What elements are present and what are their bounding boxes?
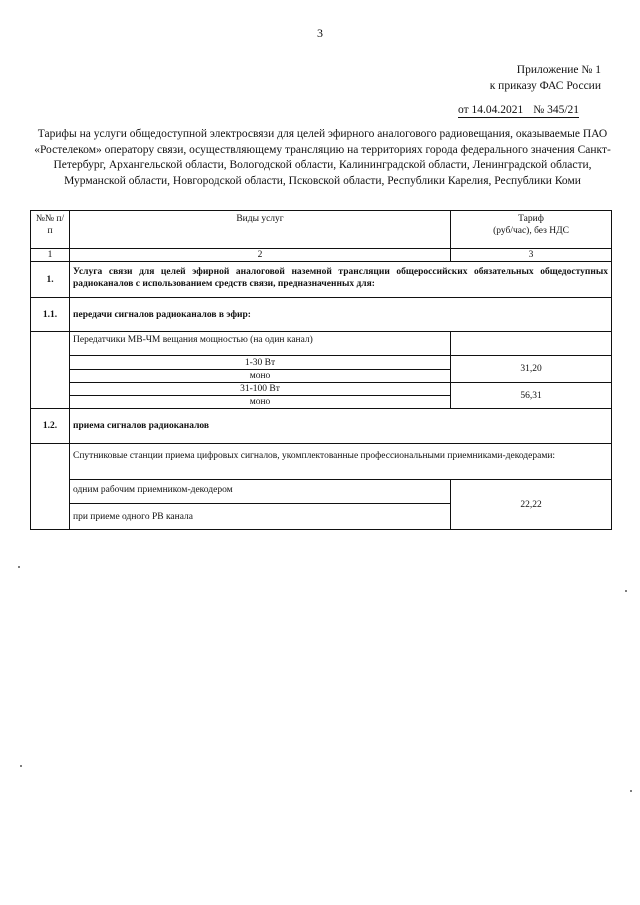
power-1-tariff: 31,20 — [451, 356, 612, 383]
appendix-line-2: к приказу ФАС России — [489, 80, 601, 92]
table-header-row — [31, 211, 612, 249]
power-1-range: 1-30 Вт — [70, 356, 451, 370]
order-reference — [458, 104, 579, 118]
header-tariff-line1: Тариф — [518, 214, 544, 224]
row-channel-text: при приеме одного РВ канала — [70, 504, 451, 530]
row-section-1-num: 1. — [31, 262, 70, 298]
row-satellite — [31, 444, 612, 480]
row-section-1-2 — [31, 409, 612, 444]
row-transmitters — [31, 332, 612, 356]
power-2-mode: моно — [70, 396, 451, 409]
row-section-1-1-num: 1.1. — [31, 298, 70, 332]
row-transmitters-tariff — [451, 332, 612, 356]
row-section-1-text: Услуга связи для целей эфирной аналоговой наземной трансляции общероссийских обязательных общедоступных радиоканалов с использованием средств связи, предназначенных для: — [70, 262, 612, 298]
header-num: №№ п/п — [31, 211, 70, 249]
col-number-3: 3 — [451, 249, 612, 262]
row-transmitters-text: Передатчики МВ-ЧМ вещания мощностью (на один канал) — [70, 332, 451, 356]
row-receiver-text: одним рабочим приемником-декодером — [70, 480, 451, 504]
header-service: Виды услуг — [70, 211, 451, 249]
appendix-line-1: Приложение № 1 — [516, 64, 601, 76]
row-section-1-2-num: 1.2. — [31, 409, 70, 444]
document-title: Тарифы на услуги общедоступной электросвязи для целей эфирного аналогового радиовещания, оказываемые ПАО «Ростелеком» оператору связи, осуществляющему трансляцию на территориях города федерального значения Санкт-Петербург, Архангельской области, Вологодской области, Калининградской области, Ленинградской области, Мурманской области, Новгородской области, Псковской области, Республики Карелия, Республики Коми — [34, 128, 611, 187]
row-satellite-num — [31, 444, 70, 530]
header-tariff-line2: (руб/час), без НДС — [493, 226, 569, 236]
header-tariff — [451, 211, 612, 249]
row-section-1-2-text: приема сигналов радиоканалов — [70, 409, 612, 444]
power-2-range: 31-100 Вт — [70, 383, 451, 396]
appendix-note — [490, 62, 601, 94]
row-section-1-1-text: передачи сигналов радиоканалов в эфир: — [70, 298, 612, 332]
row-transmitters-num — [31, 332, 70, 409]
row-power-2 — [31, 383, 612, 396]
power-1-mode: моно — [70, 370, 451, 383]
column-numbers-row — [31, 249, 612, 262]
page-number: 3 — [317, 26, 323, 40]
row-section-1 — [31, 262, 612, 298]
receiver-tariff: 22,22 — [451, 480, 612, 530]
row-section-1-1 — [31, 298, 612, 332]
order-number: № 345/21 — [533, 104, 580, 116]
tariff-table — [30, 210, 612, 530]
row-receiver — [31, 480, 612, 504]
row-power-1 — [31, 356, 612, 370]
order-date: от 14.04.2021 — [458, 104, 524, 116]
col-number-1: 1 — [31, 249, 70, 262]
col-number-2: 2 — [70, 249, 451, 262]
row-satellite-text: Спутниковые станции приема цифровых сигналов, укомплектованные профессиональными приемниками-декодерами: — [70, 444, 612, 480]
power-2-tariff: 56,31 — [451, 383, 612, 409]
